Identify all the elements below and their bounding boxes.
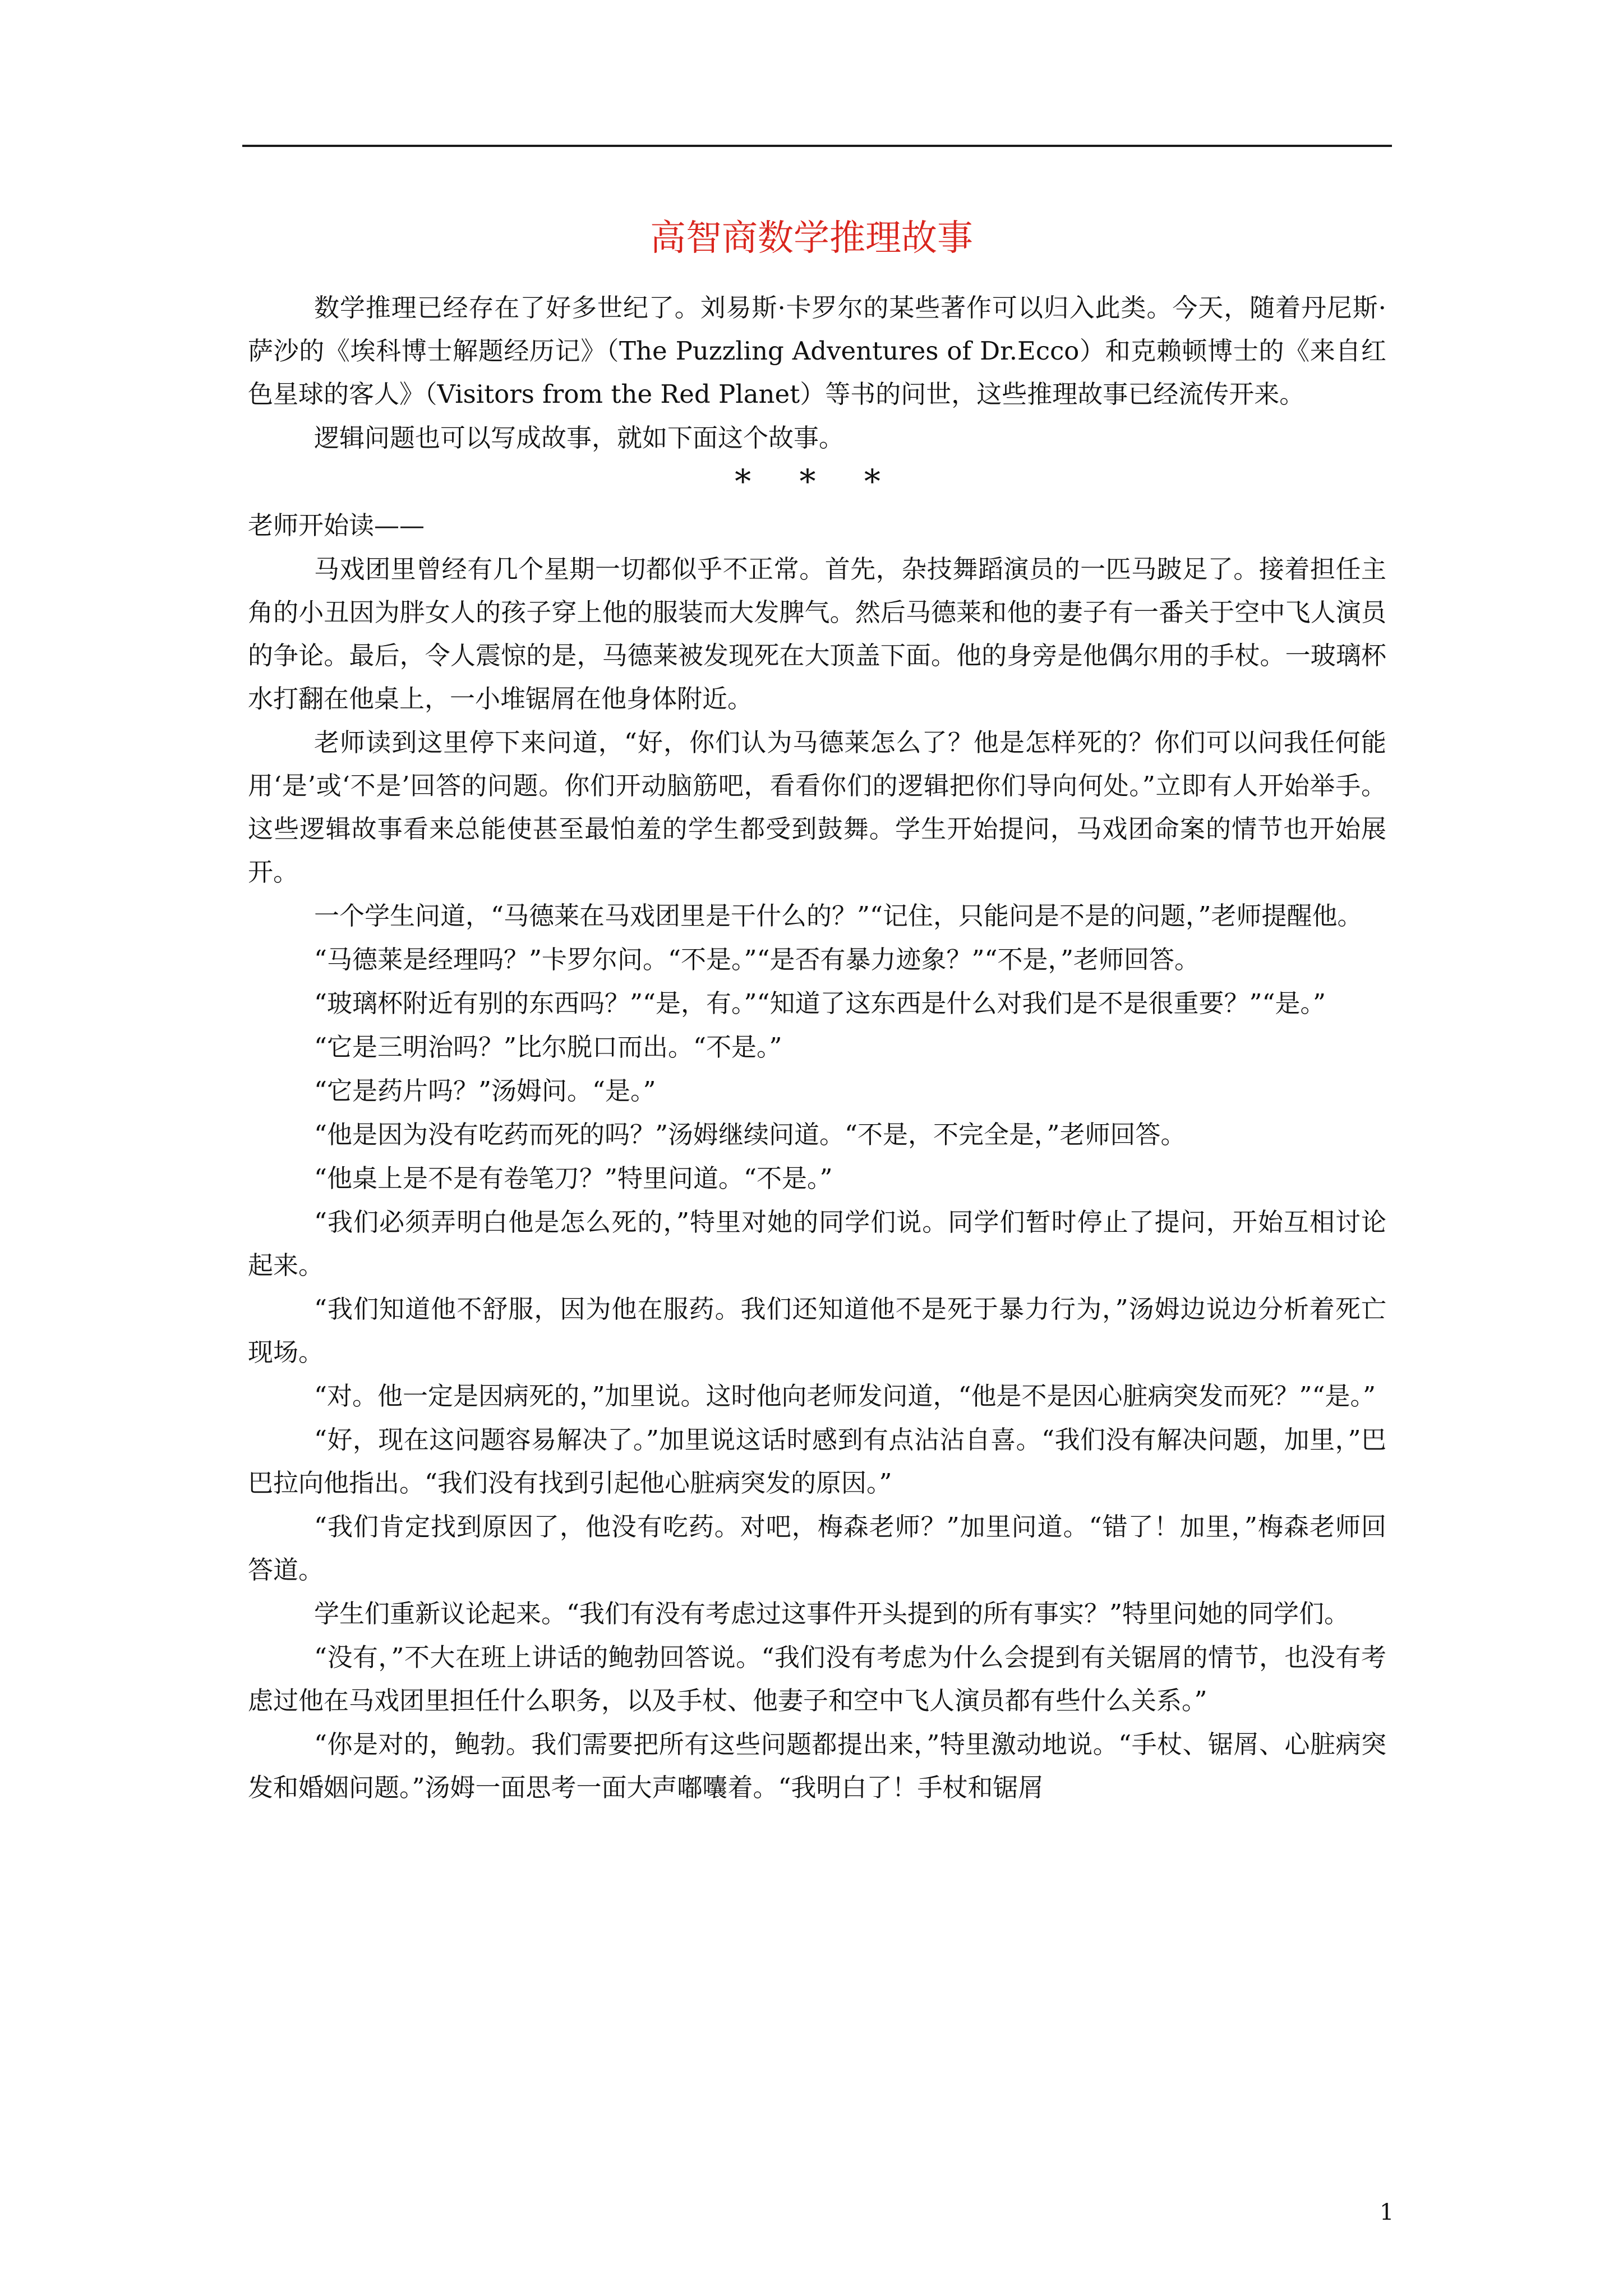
story-paragraph: “我们必须弄明白他是怎么死的，”特里对她的同学们说。同学们暂时停止了提问，开始互相讨论起来。 [248,1207,1386,1280]
section-separator: * * * [735,462,900,500]
story-paragraph: “它是药片吗？”汤姆问。“是。” [314,1076,656,1106]
story-paragraph: “我们肯定找到原因了，他没有吃药。对吧，梅森老师？”加里问道。“错了！加里，”梅森老师回答道。 [248,1512,1386,1585]
story-paragraph: “没有，”不大在班上讲话的鲍勃回答说。“我们没有考虑为什么会提到有关锯屑的情节，也没有考虑过他在马戏团里担任什么职务，以及手杖、他妻子和空中飞人演员都有些什么关系。” [248,1642,1386,1715]
story-paragraph: “你是对的，鲍勃。我们需要把所有这些问题都提出来，”特里激动地说。“手杖、锯屑、心脏病突发和婚姻问题。”汤姆一面思考一面大声嘟囔着。“我明白了！手杖和锯屑 [248,1729,1386,1802]
story-paragraph: “好，现在这问题容易解决了。”加里说这话时感到有点沾沾自喜。“我们没有解决问题，加里，”巴巴拉向他指出。“我们没有找到引起他心脏病突发的原因。” [248,1425,1386,1498]
story-paragraph: “对。他一定是因病死的，”加里说。这时他向老师发问道，“他是不是因心脏病突发而死？”“是。” [314,1381,1376,1411]
story-paragraph: “马德莱是经理吗？”卡罗尔问。“不是。”“是否有暴力迹象？”“不是，”老师回答。 [314,945,1200,974]
story-paragraph: “我们知道他不舒服，因为他在服药。我们还知道他不是死于暴力行为，”汤姆边说边分析着死亡现场。 [248,1294,1386,1367]
story-paragraph: 马戏团里曾经有几个星期一切都似乎不正常。首先，杂技舞蹈演员的一匹马跛足了。接着担任主角的小丑因为胖女人的孩子穿上他的服装而大发脾气。然后马德莱和他的妻子有一番关于空中飞人演员的争论。最后，令人震惊的是，马德莱被发现死在大顶盖下面。他的身旁是他偶尔用的手杖。一玻璃杯水打翻在他桌上，一小堆锯屑在他身体附近。 [248,554,1386,714]
story-paragraph: “它是三明治吗？”比尔脱口而出。“不是。” [314,1032,782,1062]
document-title: 高智商数学推理故事 [650,218,973,259]
story-paragraph: “玻璃杯附近有别的东西吗？”“是，有。”“知道了这东西是什么对我们是不是很重要？”“是。” [314,988,1326,1018]
story-paragraph: “他桌上是不是有卷笔刀？”特里问道。“不是。” [314,1163,833,1193]
header-rule [242,145,1392,147]
intro-paragraph-2: 逻辑问题也可以写成故事，就如下面这个故事。 [314,423,845,453]
story-paragraph: 老师读到这里停下来问道，“好，你们认为马德莱怎么了？他是怎样死的？你们可以问我任何能用‘是’或‘不是’回答的问题。你们开动脑筋吧，看看你们的逻辑把你们导向何处。”立即有人开始举手。这些逻辑故事看来总能使甚至最怕羞的学生都受到鼓舞。学生开始提问，马戏团命案的情节也开始展开。 [248,728,1386,887]
story-paragraph: “他是因为没有吃药而死的吗？”汤姆继续问道。“不是，不完全是，”老师回答。 [314,1120,1186,1149]
page-number: 1 [1380,2200,1394,2225]
document-body [248,286,1386,1810]
intro-paragraph-1: 数学推理已经存在了好多世纪了。刘易斯·卡罗尔的某些著作可以归入此类。今天，随着丹尼斯·萨沙的《埃科博士解题经历记》（The Puzzling Adventures of Dr.Ecco）和克赖顿博士的《来自红色星球的客人》（Visitors from the Red Planet）等书的问世，这些推理故事已经流传开来。 [248,293,1386,409]
story-paragraph: 学生们重新议论起来。“我们有没有考虑过这事件开头提到的所有事实？”特里问她的同学们。 [314,1599,1350,1628]
story-paragraph: 一个学生问道，“马德莱在马戏团里是干什么的？”“记住，只能问是不是的问题，”老师提醒他。 [314,901,1363,931]
story-intro: 老师开始读—— [248,510,425,540]
